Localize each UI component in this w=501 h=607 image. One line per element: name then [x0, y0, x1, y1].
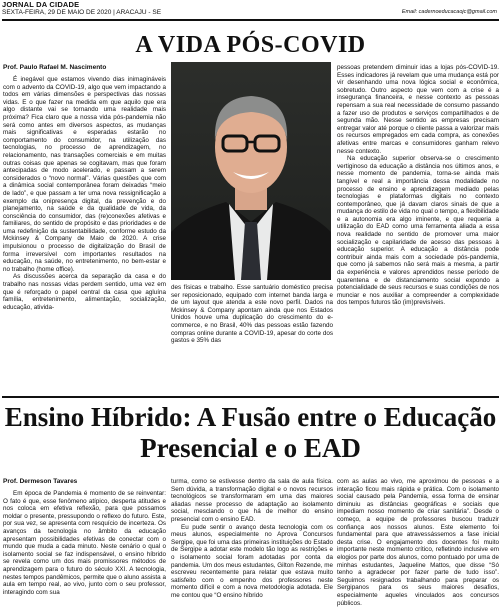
article-2-paragraph: com as aulas ao vivo, me aproximou de pessoas e a interação ficou mais rápida e prática. Com o isolamento social causado pela Pandemia, essa forma de ensinar diminuiu as distâncias geográficas e sociais que impediam nosso momento de criar sanitária”. Desde o começo, a equipe de professores buscou traduzir confiança aos nossos alunos. Este elemento foi fundamental para que atravessássemos a fase inicial desta crise. O engajamento dos docentes foi muito importante neste momento crítico, refletindo inclusive em elogios por parte dos alunos, como pontuado por uma de minhas estudantes, Jaqueline Mattos, que disse “Só tenho a agradecer por fazer parte de tudo isso”. Seguimos resignados trabalhando para preparar os Sergipanos para os seus maiores desafios, especialmente aqueles vinculados aos concursos públicos. [337, 478, 499, 607]
article-1-paragraph: pessoas pretendem diminuir idas a lojas pós-COVID-19. Esses indicadores já revelam que uma mudança está por vir desenhando uma nova lógica social e econômica, sobretudo. Outro aspecto que vem com a crise é a insegurança financeira, e nesse contexto as pessoas repensam a sua real necessidade de consumo passando a fazer uso de produtos e serviços compartilhados e de segunda mão. Nesse sentido as empresas precisam entregar valor até porque o cliente passa a valorizar mais os recursos empregados em cada compra, as conexões afetivas entre marcas e consumidores ganham relevo nesse contexto. [337, 64, 499, 155]
article-1-paragraph: des físicas e trabalho. Esse santuário doméstico precisa ser reposicionado, equipado com internet banda larga e de um layout que atenda a este novo perfil. Dados na Mckinsey & Company apontam ainda que nos Estados Unidos houve uma duplicação do crescimento do e-commerce, e no Brasil, 40% das pessoas estão fazendo compras online durante a COVID-19, apesar do corte dos gastos e 35% das [171, 284, 333, 345]
article-1-column-3 [337, 64, 499, 394]
masthead-rule [2, 19, 499, 21]
masthead [2, 0, 499, 21]
contact-email: Email: cadernoeducacaojc@gmail.com [401, 9, 497, 15]
article-2-author: Prof. Dermeson Tavares [3, 478, 78, 485]
article-1-paragraph: As discussões acerca da separação da casa e do trabalho nas nossas vidas perdem sentido, uma vez em que é reforçado o papel central da casa que agluína família, entretenimento, alimentação, socialização, educação, ativida- [3, 273, 166, 311]
article-2-paragraph: Em época de Pandemia é momento de se reinventar: O fato é que, esse fenômeno atípico, desperta atitudes e nos coloca em efetiva reflexão, para que possamos moldar o presente, pressupondo o reflexo do futuro. Este, por sua vez, se apresenta com resquício de incerteza. Os avanços da tecnologia no âmbito da educação apresentam possibilidades efetivas de conectar com o mundo que muda a cada minuto. Neste cenário o qual o isolamento social se faz indispensável, o ensino híbrido se revela como um dos mais promissores métodos de aprendizagem para o futuro do século XXI. A tecnologia, nestes tempos pandêmicos, permite que o aluno assista a aula em tempo real, ao vivo, junto com o seu professor, interagindo com sua [3, 490, 166, 596]
newspaper-name: JORNAL DA CIDADE [2, 0, 80, 9]
article-2-column-1 [3, 490, 166, 598]
portrait-image [171, 62, 331, 280]
article-1-paragraph: Na educação superior observa-se o crescimento vertiginoso da educação a distância nos últimos anos, e nesse momento de pandemia, torna-se ainda mais tangível e real a importância dessa modalidade no processo de ensino e aprendizagem mediado pelas tecnologias e plataformas digitais no contexto contemporâneo, que já davam claros sinais de que a mudança do estilo de vida no qual o tempo, a flexibilidade e a autonomia era algo iminente, e que requeria a utilização do EAD como uma ferramenta aliada a essa nova realidade no sentido de promover uma maior socialização e capilaridade de acesso das pessoas à educação superior. A educação a distância pode contribuir ainda mais com a sociedade pós-pandemia, que como já sabemos não será mais a mesma, a partir da experiência e valores aprendidos nesse período de quarentena e de distanciamento social expondo a potencialidade de seus recursos e suas condições de nos munciar e nos auxiliar a compreender a complexidade dos tempos futuros tão (im)previsíveis. [337, 155, 499, 307]
section-divider [2, 396, 499, 398]
article-1-column-1 [3, 76, 166, 392]
author-photo [171, 62, 331, 280]
article-1-column-2 [171, 284, 333, 394]
article-1-author: Prof. Paulo Rafael M. Nascimento [3, 64, 107, 71]
article-2-paragraph: turma, como se estivesse dentro da sala de aula física. Sem dúvida, a transformação digital e o novos recursos tecnológicos se transformaram em uma das maiores aliadas nesse processo de adaptação ao isolamento social, mesclando o que há de melhor do ensino presencial com o ensino EAD. [171, 478, 333, 523]
article-2-title: Ensino Híbrido: A Fusão entre o Educação Presencial e o EAD [4, 402, 497, 463]
issue-date: SEXTA-FEIRA, 29 DE MAIO DE 2020 | ARACAJU - SE [2, 9, 162, 16]
article-1-title: A VIDA PÓS-COVID [135, 32, 366, 58]
article-2-column-2 [171, 478, 333, 598]
article-2-column-3 [337, 478, 499, 607]
article-1-paragraph: É inegável que estamos vivendo dias inimagináveis com o advento da COVID-19, algo que vem impactando a todos em várias dimensões e perspectivas das nossas vidas. E o que fazer na medida em que aquilo que era algo distante vai se tornando uma realidade mais próxima? Fica claro que a nossa vida pós-pandemia não será como antes em diversos aspectos, as mudanças mais significativas e esperadas estarão no comportamento do consumidor, na utilização das tecnologias, no processo de aprendizagem, no relacionamento, nas transações comerciais e em muitas outras coisas que apenas se cogitavam, mas que foram antecipadas de modo acelerado, e passam a serem considerados o “novo normal”. Várias questões que com a dinâmica social contemporânea foram deixadas “meio de lado”, e que passam a ter uma nova ressignificação a exemplo da onipresença digital, da prevenção e do planejamento, na saúde e da qualidade de vida, da consciência do consumidor, das (re)conexões afetivas e familiares, do sentido de propósito e das prioridades e de uma redefinição da sustentabilidade, conforme estudo da Mckinsey & Company de Maio de 2020. A crise impulsionou o processo de digitalização do Brasil de forma irreversível com importantes resultados na educação, na saúde, no entretenimento, no bem-estar e no trabalho (home office). [3, 76, 166, 273]
article-2-paragraph: Eu pude sentir o avanço desta tecnologia com os meus alunos, especialmente no Aprova Concursos Sergipe, que foi uma das primeiras instituições do Estado de Sergipe a adotar este modelo tão logo as restrições e o isolamento social foram adotadas por conta da pandemia. Um dos meus estudantes, Gilton Rezende, me escreveu recentemente para relatar que estava muito satisfeito com o empenho dos professores neste momento difícil e com a nova metodologia adotada. Ele me contou que “O ensino híbrido [171, 523, 333, 599]
